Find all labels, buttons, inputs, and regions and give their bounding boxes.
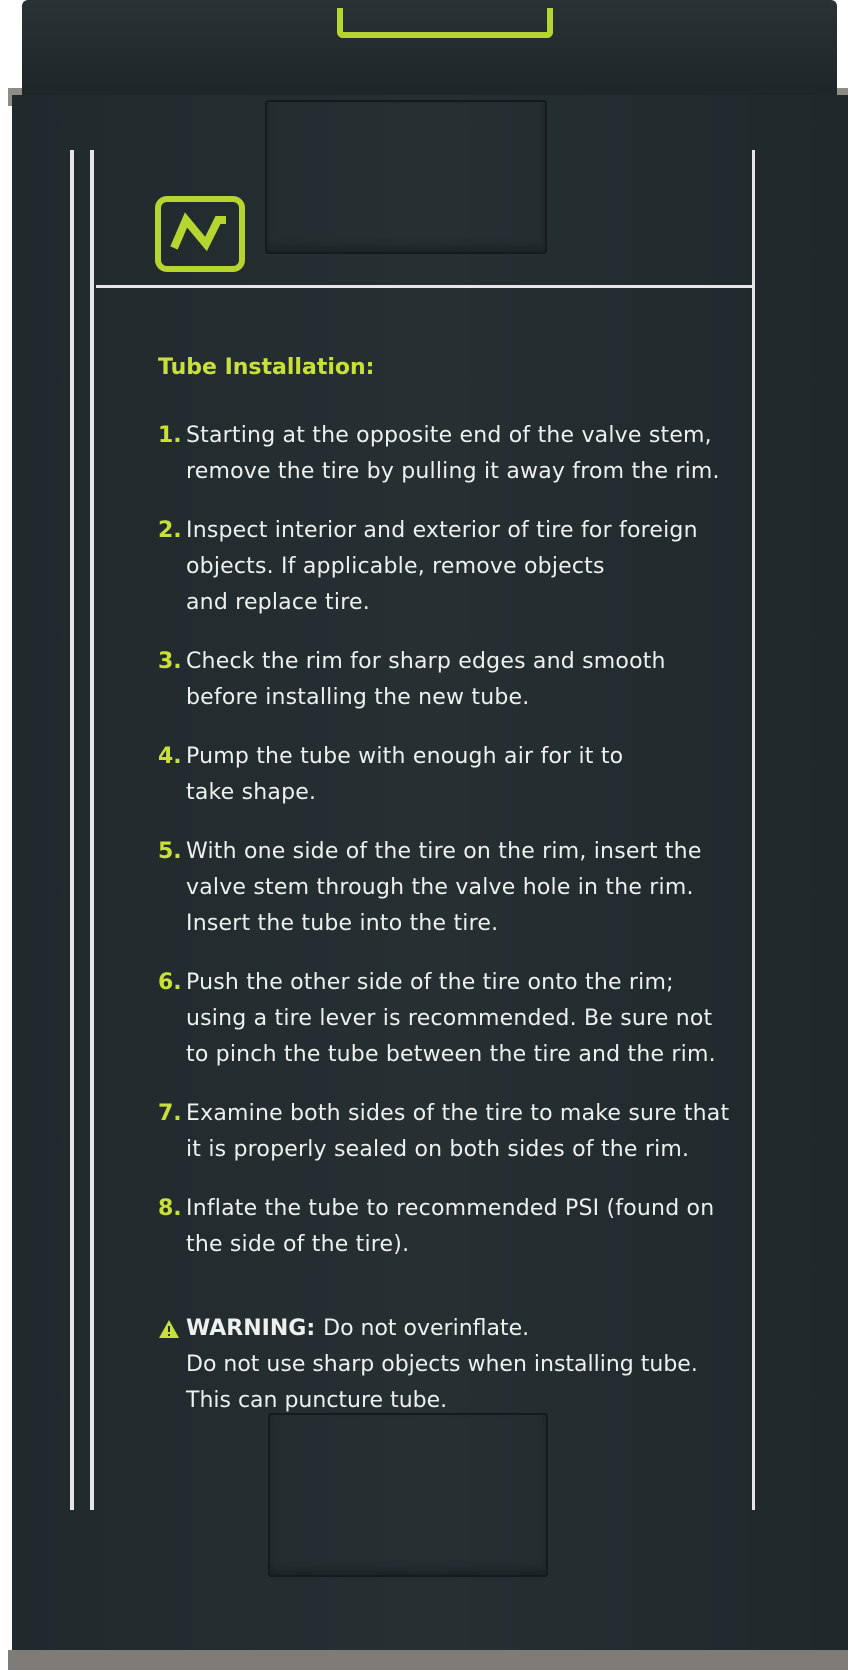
warning-label: WARNING:: [186, 1316, 316, 1341]
top-flap: [265, 100, 547, 254]
step-number: 3.: [158, 649, 182, 674]
step-7: [158, 1096, 758, 1168]
step-3: [158, 644, 758, 716]
instructions-title: Tube Installation:: [158, 355, 375, 380]
box-bottom-edge: [8, 1650, 848, 1670]
step-number: 7.: [158, 1101, 182, 1126]
warning-triangle-icon: [158, 1319, 180, 1339]
step-number: 6.: [158, 970, 182, 995]
step-text: Check the rim for sharp edges and smooth before installing the new tube.: [186, 649, 666, 710]
box-lid: [22, 0, 837, 105]
step-text: Pump the tube with enough air for it to take shape.: [186, 744, 624, 805]
warning-body: Do not use sharp objects when installing tube. This can puncture tube.: [186, 1352, 698, 1413]
step-text: Inspect interior and exterior of tire for foreign objects. If applicable, remove objects and replace tire.: [186, 518, 698, 615]
step-2: [158, 513, 758, 621]
bottom-flap: [268, 1413, 548, 1577]
step-text: Push the other side of the tire onto the rim; using a tire lever is recommended. Be sure not to pinch the tube between the tire and the rim.: [186, 970, 716, 1067]
step-text: Examine both sides of the tire to make sure that it is properly sealed on both sides of the rim.: [186, 1101, 730, 1162]
step-5: [158, 834, 758, 942]
step-1: [158, 418, 758, 490]
step-6: [158, 965, 758, 1073]
step-number: 2.: [158, 518, 182, 543]
step-text: With one side of the tire on the rim, insert the valve stem through the valve hole in the rim. Insert the tube into the tire.: [186, 839, 702, 936]
step-number: 4.: [158, 744, 182, 769]
instructions-section: [158, 355, 758, 1419]
warning-block: [158, 1311, 758, 1419]
lid-logo-icon: [337, 8, 553, 38]
step-text: Inflate the tube to recommended PSI (found on the side of the tire).: [186, 1196, 715, 1257]
left-rule-outer: [70, 150, 74, 1510]
step-number: 1.: [158, 423, 182, 448]
nox-n-logo-icon: [155, 196, 245, 272]
header-rule: [96, 285, 754, 288]
warning-text: Do not overinflate.: [323, 1316, 530, 1341]
warning-line: [158, 1311, 758, 1347]
step-number: 5.: [158, 839, 182, 864]
step-number: 8.: [158, 1196, 182, 1221]
step-8: [158, 1191, 758, 1263]
left-rule-inner: [90, 150, 94, 1510]
step-4: [158, 739, 758, 811]
step-text: Starting at the opposite end of the valve stem, remove the tire by pulling it away from the rim.: [186, 423, 720, 484]
